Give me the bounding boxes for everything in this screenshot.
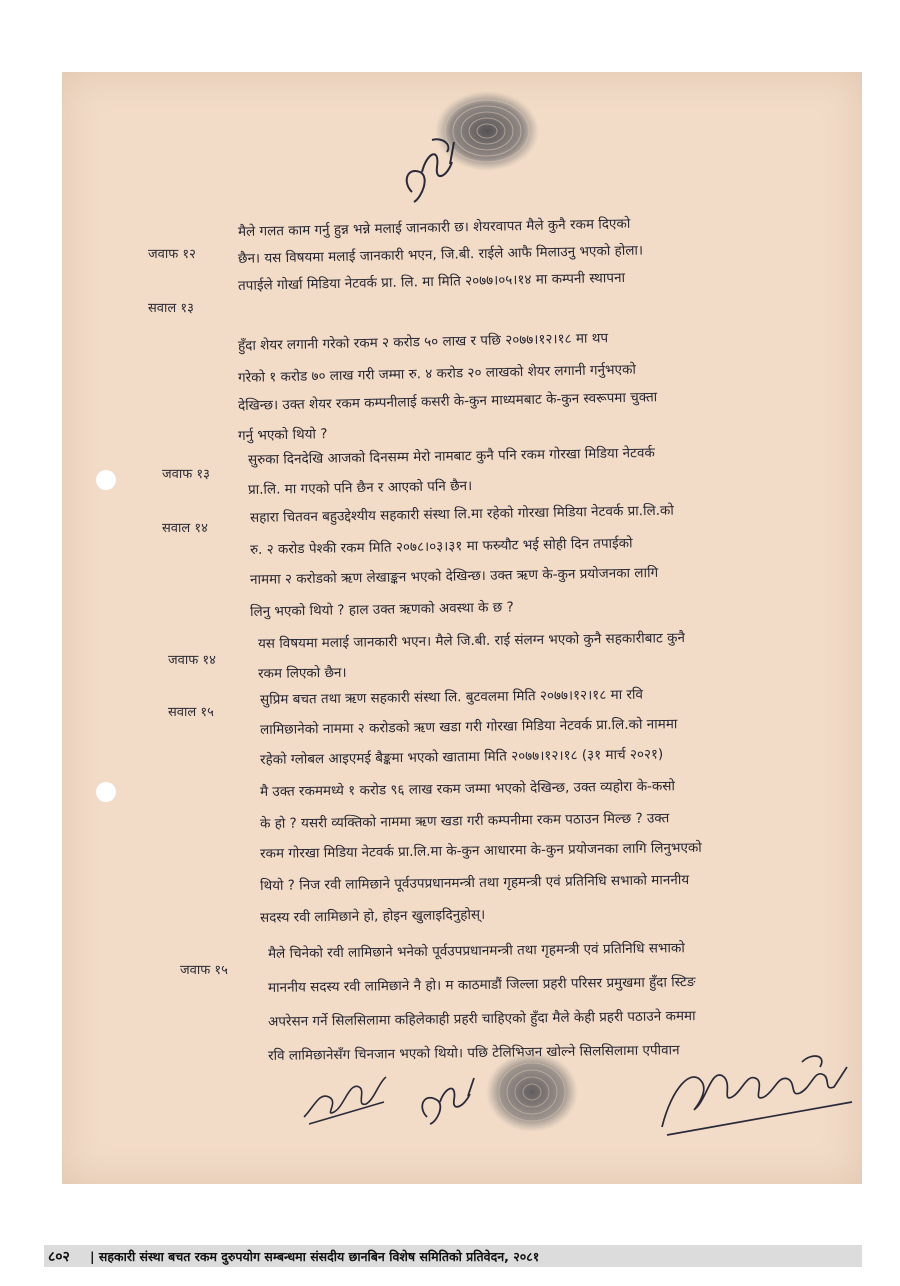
text-line: रहेको ग्लोबल आइएमई बैङ्कमा भएको खातामा मिति २०७७।१२।१८ (३१ मार्च २०२१) [259,746,664,768]
signature-left [294,1062,394,1132]
text-line: थियो ? निज रवी लामिछाने पूर्वउपप्रधानमन्त्री तथा गृहमन्त्री एवं प्रतिनिधि सभाको माननीय [259,872,690,894]
report-title: | सहकारी संस्था बचत रकम दुरुपयोग सम्बन्धमा संसदीय छानबिन विशेष समितिको प्रतिवेदन, २०८१ [90,1249,540,1264]
page-number: ८०२ [48,1249,70,1265]
qa-label: जवाफ १३ [162,467,210,482]
text-line: मैले चिनेको रवी लामिछाने भनेको पूर्वउपप्रधानमन्त्री तथा गृहमन्त्री एवं प्रतिनिधि सभाको [267,940,685,962]
text-line: लिनु भएको थियो ? हाल उक्त ऋणको अवस्था के छ ? [249,599,514,620]
text-line: प्रा.लि. मा गएको पनि छैन र आएको पनि छैन। [247,478,473,498]
text-line: अपरेसन गर्ने सिलसिलामा कहिलेकाही प्रहरी चाहिएको हुँदा मैले केही प्रहरी पठाउने कममा [267,1008,696,1030]
text-line: गरेको १ करोड ७० लाख गरी जम्मा रु. ४ करोड २० लाखको शेयर लगानी गर्नुभएको [237,361,637,386]
text-line: यस विषयमा मलाई जानकारी भएन। मैले जि.बी. राई संलग्न भएको कुनै सहकारीबाट कुनै [257,630,686,652]
qa-label: जवाफ १४ [168,653,216,668]
punch-hole-top [96,470,116,490]
text-line: तपाईले गोर्खा मिडिया नेटवर्क प्रा. लि. मा मिति २०७७।०५।१४ मा कम्पनी स्थापना [237,269,626,294]
qa-label: जवाफ १२ [148,247,196,262]
text-line: देखिन्छ। उक्त शेयर रकम कम्पनीलाई कसरी के-कुन माध्यमबाट के-कुन स्वरूपमा चुक्ता [237,389,658,414]
text-line: नाममा २ करोडको ऋण लेखाङ्कन भएको देखिन्छ। उक्त ऋण के-कुन प्रयोजनका लागि [249,564,659,588]
text-line: रकम गोरखा मिडिया नेटवर्क प्रा.लि.मा के-कुन आधारमा के-कुन प्रयोजनका लागि लिनुभएको [259,839,702,862]
signature-right [652,1047,862,1147]
text-line: लामिछानेको नाममा २ करोडको ऋण खडा गरी गोरखा मिडिया नेटवर्क प्रा.लि.को नाममा [259,716,678,738]
text-line: रकम लिएको छैन। [257,664,347,682]
text-line: सुप्रिम बचत तथा ऋण सहकारी संस्था लि. बुटवलमा मिति २०७७।१२।१८ मा रवि [259,686,644,708]
initial-signature-top [392,132,482,212]
text-line: रवि लामिछानेसँग चिनजान भएको थियो। पछि टेलिभिजन खोल्ने सिलसिलामा एपीवान [267,1042,680,1064]
punch-hole-bottom [96,782,116,802]
text-line: माननीय सदस्य रवी लामिछाने नै हो। म काठमाडौं जिल्ला प्रहरी परिसर प्रमुखमा हुँदा स्टिङ [267,974,696,996]
initial-signature-bottom [412,1072,502,1132]
document-page [62,72,862,1184]
text-line: सहारा चितवन बहुउद्देश्यीय सहकारी संस्था लि.मा रहेको गोरखा मिडिया नेटवर्क प्रा.लि.को [249,502,674,526]
text-line: रु. २ करोड पेश्की रकम मिति २०७८।०३।३१ मा फस्र्यौट भई सोही दिन तपाईको [249,535,633,558]
text-line: छैन। यस विषयमा मलाई जानकारी भएन, जि.बी. राईले आफै मिलाउनु भएको होला। [237,242,644,267]
qa-label: सवाल १४ [162,521,208,536]
page-footer [44,1245,862,1267]
text-line: के हो ? यसरी व्यक्तिको नाममा ऋण खडा गरी कम्पनीमा रकम पठाउन मिल्छ ? उक्त [259,810,670,832]
qa-label: जवाफ १५ [180,963,228,978]
text-line: हुँदा शेयर लगानी गरेको रकम २ करोड ५० लाख र पछि २०७७।१२।१८ मा थप [237,330,609,354]
text-line: मै उक्त रकममध्ये १ करोड ९६ लाख रकम जम्मा भएको देखिन्छ, उक्त व्यहोरा के-कसो [259,778,676,800]
qa-label: सवाल १५ [168,705,214,720]
text-line: मैले गलत काम गर्नु हुन्न भन्ने मलाई जानकारी छ। शेयरवापत मैले कुनै रकम दिएको [237,215,631,240]
qa-label: सवाल १३ [148,301,194,316]
text-line: गर्नु भएको थियो ? [237,426,328,444]
text-line: सदस्य रवी लामिछाने हो, होइन खुलाइदिनुहोस्। [259,906,486,926]
text-line: सुरुका दिनदेखि आजको दिनसम्म मेरो नामबाट कुनै पनि रकम गोरखा मिडिया नेटवर्क [247,444,655,468]
